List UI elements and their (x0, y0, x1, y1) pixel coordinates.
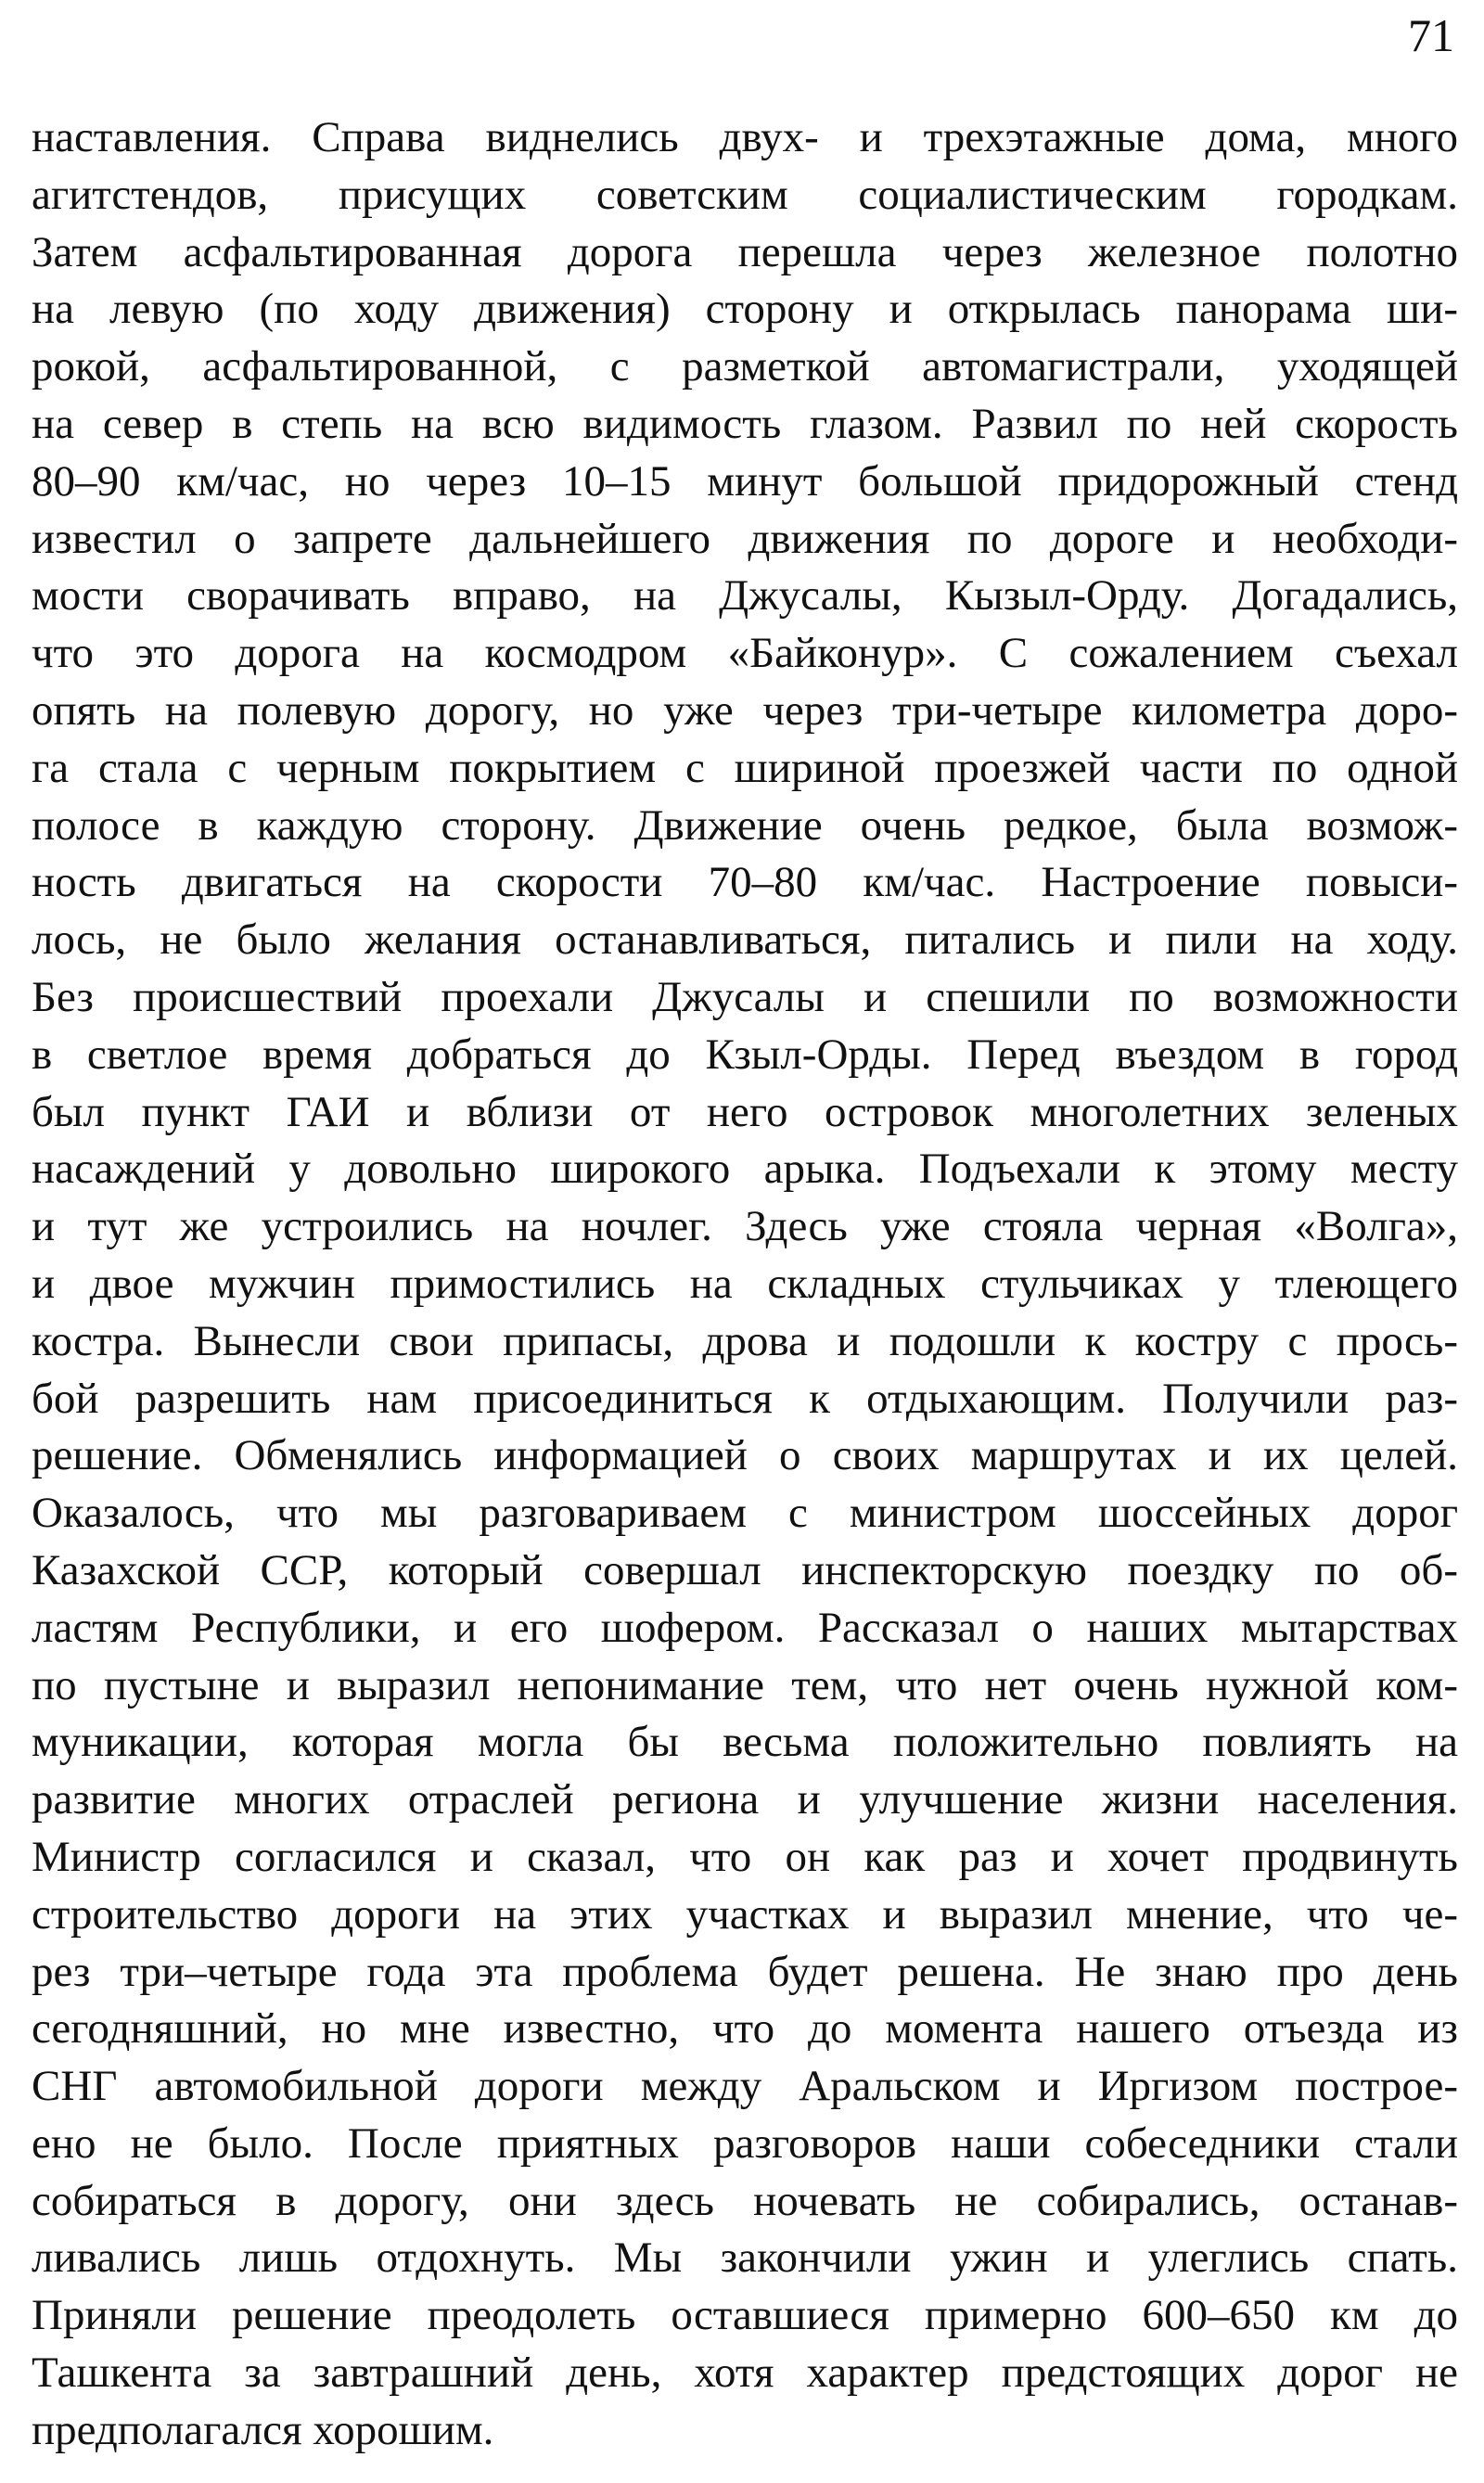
page-number: 71 (1408, 9, 1454, 61)
text-line: строительство дороги на этих участках и выразил мнение, что че- (32, 1889, 1458, 1939)
text-line: ность двигаться на скорости 70–80 км/час. Настроение повыси- (32, 858, 1458, 907)
text-line: Казахской ССР, который совершал инспекторскую поездку по об- (32, 1545, 1458, 1594)
text-line: собираться в дорогу, они здесь ночевать не собирались, останав- (32, 2176, 1458, 2225)
text-line: Без происшествий проехали Джусалы и спешили по возможности (32, 972, 1458, 1021)
text-line: га стала с черным покрытием с шириной проезжей части по одной (32, 743, 1458, 792)
text-line: на север в степь на всю видимость глазом. Развил по ней скорость (32, 399, 1458, 448)
text-line: Ташкента за завтрашний день, хотя характер предстоящих дорог не (32, 2349, 1458, 2398)
text-line: решение. Обменялись информацией о своих маршрутах и их целей. (32, 1431, 1458, 1480)
text-line: наставления. Справа виднелись двух- и трехэтажные дома, много (32, 113, 1458, 161)
text-line: известил о запрете дальнейшего движения по дороге и необходи- (32, 514, 1458, 563)
text-line: 80–90 км/час, но через 10–15 минут большой придорожный стенд (32, 456, 1458, 506)
text-line: в светлое время добраться до Кзыл-Орды. Перед въездом в город (32, 1030, 1458, 1079)
text-line: сегодняшний, но мне известно, что до момента нашего отъезда из (32, 2004, 1458, 2054)
text-line: агитстендов, присущих советским социалистическим городкам. (32, 170, 1458, 219)
text-line: Приняли решение преодолеть оставшиеся примерно 600–650 км до (32, 2291, 1458, 2340)
text-line: рокой, асфальтированной, с разметкой автомагистрали, уходящей (32, 342, 1458, 391)
text-line: бой разрешить нам присоединиться к отдыхающим. Получили раз- (32, 1374, 1458, 1423)
text-line: ено не было. После приятных разговоров наши собеседники стали (32, 2118, 1458, 2168)
text-line: был пункт ГАИ и вблизи от него островок многолетних зеленых (32, 1087, 1458, 1136)
text-line: Министр согласился и сказал, что он как раз и хочет продвинуть (32, 1832, 1458, 1881)
text-line: насаждений у довольно широкого арыка. Подъехали к этому месту (32, 1145, 1458, 1194)
text-line: ливались лишь отдохнуть. Мы закончили ужин и улеглись спать. (32, 2233, 1458, 2283)
text-line: и тут же устроились на ночлег. Здесь уже стояла черная «Волга», (32, 1202, 1458, 1251)
text-line: костра. Вынесли свои припасы, дрова и подошли к костру с прось- (32, 1316, 1458, 1365)
text-line: что это дорога на космодром «Байконур». С сожалением съехал (32, 629, 1458, 678)
text-line: предполагался хорошим. (32, 2405, 494, 2454)
text-line: Затем асфальтированная дорога перешла через железное полотно (32, 227, 1458, 276)
text-line: мости сворачивать вправо, на Джусалы, Кызыл-Орду. Догадались, (32, 571, 1458, 621)
text-line: по пустыне и выразил непонимание тем, что нет очень нужной ком- (32, 1660, 1458, 1709)
text-line: Оказалось, что мы разговариваем с министром шоссейных дорог (32, 1489, 1458, 1538)
text-line: полосе в каждую сторону. Движение очень редкое, была возмож- (32, 800, 1458, 850)
text-line: на левую (по ходу движения) сторону и открылась панорама ши- (32, 285, 1458, 334)
text-line: муникации, которая могла бы весьма положительно повлиять на (32, 1718, 1458, 1767)
text-line: развитие многих отраслей региона и улучшение жизни населения. (32, 1775, 1458, 1824)
text-line: и двое мужчин примостились на складных стульчиках у тлеющего (32, 1259, 1458, 1308)
text-line: рез три–четыре года эта проблема будет решена. Не знаю про день (32, 1947, 1458, 1996)
text-line: опять на полевую дорогу, но уже через три-четыре километра доро- (32, 685, 1458, 735)
text-line: лось, не было желания останавливаться, питались и пили на ходу. (32, 915, 1458, 965)
text-line: СНГ автомобильной дороги между Аральском и Иргизом построе- (32, 2062, 1458, 2111)
body-text (32, 109, 1458, 2460)
text-line: ластям Республики, и его шофером. Рассказал о наших мытарствах (32, 1603, 1458, 1652)
